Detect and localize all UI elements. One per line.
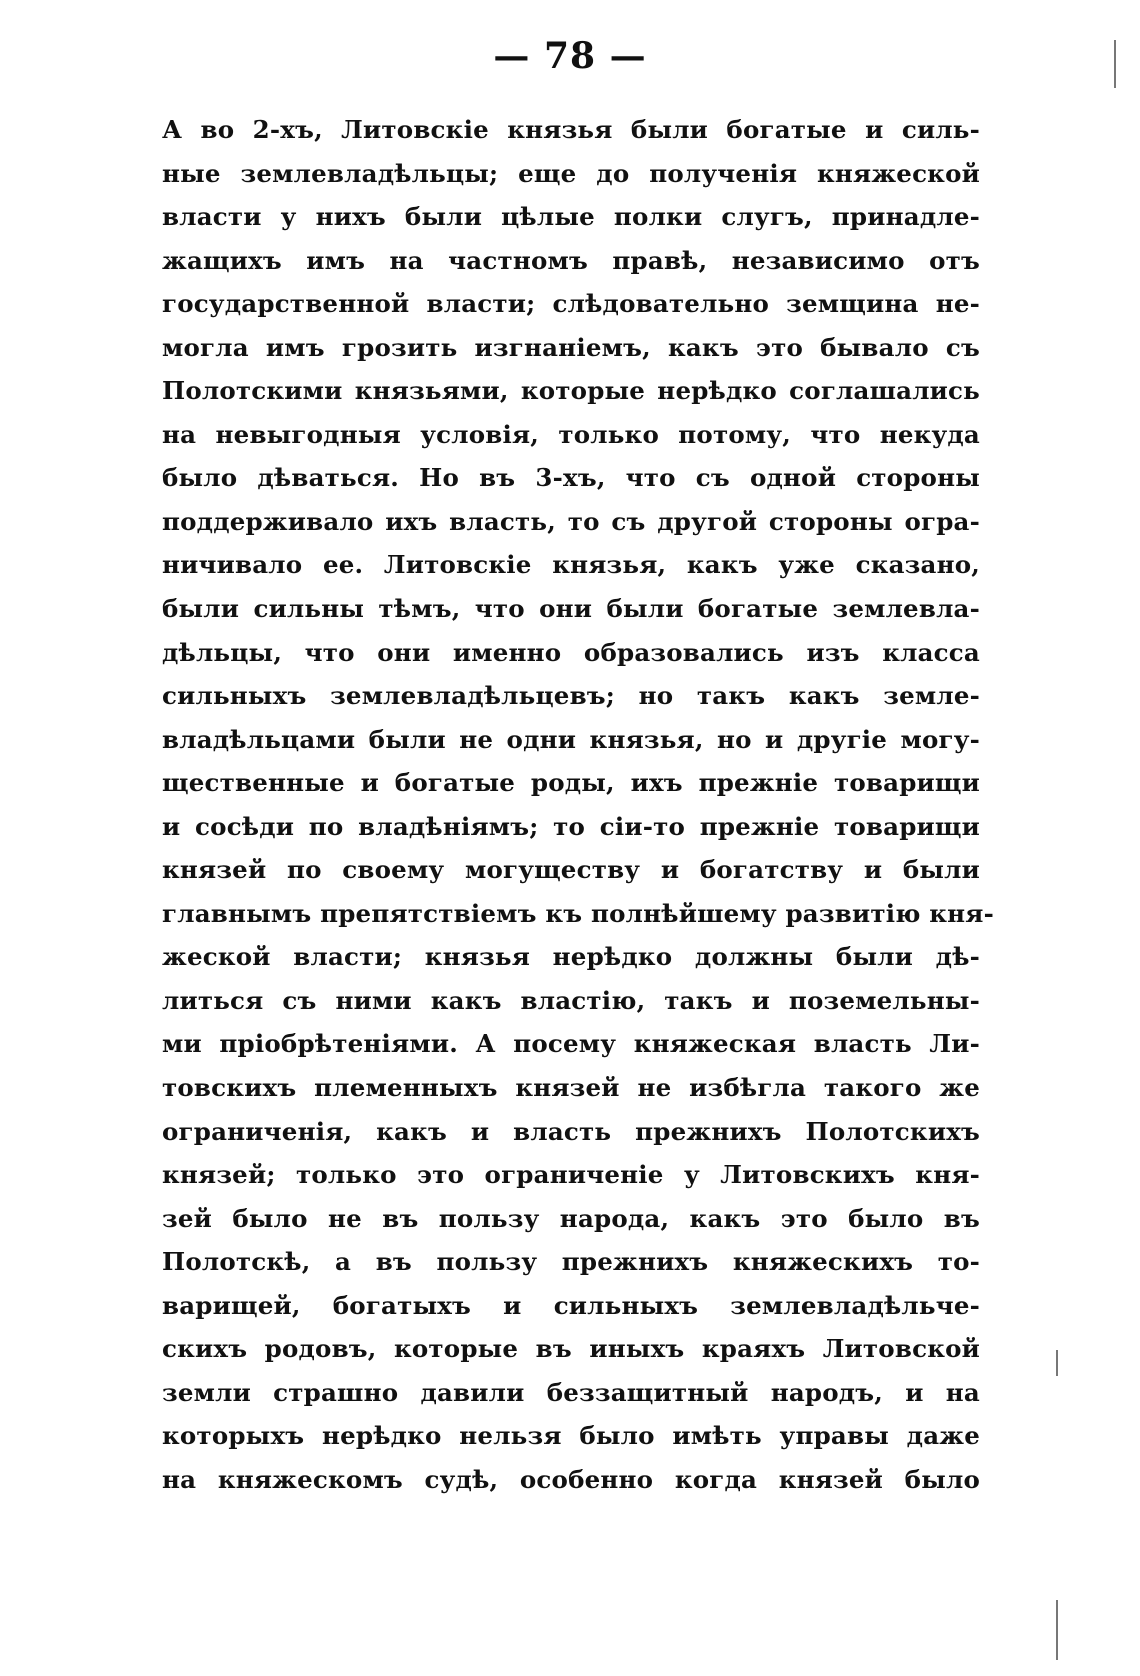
text-line: могла имъ грозить изгнаніемъ, какъ это бывало съ	[162, 332, 980, 362]
text-line: литься съ ними какъ властію, такъ и поземельны-	[162, 985, 980, 1015]
scan-edge-mark	[1114, 40, 1116, 88]
text-line: которыхъ нерѣдко нельзя было имѣть управы даже	[162, 1421, 980, 1451]
text-line: А во 2-хъ, Литовскіе князья были богатые и силь-	[162, 115, 980, 144]
text-line: поддерживало ихъ власть, то съ другой стороны огра-	[162, 506, 980, 536]
text-line: и сосѣди по владѣніямъ; то сіи-то прежніе товарищи	[162, 811, 980, 841]
text-line: Полотскими князьями, которые нерѣдко соглашались	[162, 376, 980, 406]
page-number: — 78 —	[493, 35, 647, 77]
text-line: были сильны тѣмъ, что они были богатые землевла-	[162, 594, 980, 624]
text-line: жащихъ имъ на частномъ правѣ, независимо отъ	[162, 245, 980, 275]
text-line: на невыгодныя условія, только потому, что некуда	[162, 419, 980, 449]
body-text	[162, 108, 994, 1502]
text-line: варищей, богатыхъ и сильныхъ землевладѣльче-	[162, 1290, 980, 1320]
text-line: на княжескомъ судѣ, особенно когда князей было	[162, 1464, 980, 1494]
text-line: скихъ родовъ, которые въ иныхъ краяхъ Литовской	[162, 1334, 980, 1364]
scan-edge-mark	[1056, 1600, 1058, 1660]
text-line: ные землевладѣльцы; еще до полученія княжеской	[162, 158, 980, 188]
scan-edge-mark	[1056, 1350, 1058, 1376]
text-line: жеской власти; князья нерѣдко должны были дѣ-	[162, 942, 980, 972]
text-line: главнымъ препятствіемъ къ полнѣйшему развитію кня-	[162, 898, 994, 928]
text-line: было дѣваться. Но въ 3-хъ, что съ одной стороны	[162, 463, 980, 493]
text-line: власти у нихъ были цѣлые полки слугъ, принадле-	[162, 202, 980, 232]
text-line: князей; только это ограниченіе у Литовскихъ кня-	[162, 1160, 980, 1190]
text-line: ограниченія, какъ и власть прежнихъ Полотскихъ	[162, 1116, 980, 1146]
text-line: дѣльцы, что они именно образовались изъ класса	[162, 637, 980, 667]
text-line: ми пріобрѣтеніями. А посему княжеская власть Ли-	[162, 1029, 980, 1059]
text-line: зей было не въ пользу народа, какъ это было въ	[162, 1203, 980, 1233]
text-line: товскихъ племенныхъ князей не избѣгла такого же	[162, 1073, 980, 1103]
text-line: щественные и богатые роды, ихъ прежніе товарищи	[162, 768, 980, 798]
text-line: земли страшно давили беззащитный народъ, и на	[162, 1377, 980, 1407]
text-line: князей по своему могуществу и богатству и были	[162, 855, 980, 885]
text-line: ничивало ее. Литовскіе князья, какъ уже сказано,	[162, 550, 980, 580]
text-line: государственной власти; слѣдовательно земщина не-	[162, 289, 980, 319]
text-line: Полотскѣ, а въ пользу прежнихъ княжескихъ то-	[162, 1247, 980, 1277]
text-line: владѣльцами были не одни князья, но и другіе могу-	[162, 724, 980, 754]
text-line: сильныхъ землевладѣльцевъ; но такъ какъ земле-	[162, 681, 980, 711]
